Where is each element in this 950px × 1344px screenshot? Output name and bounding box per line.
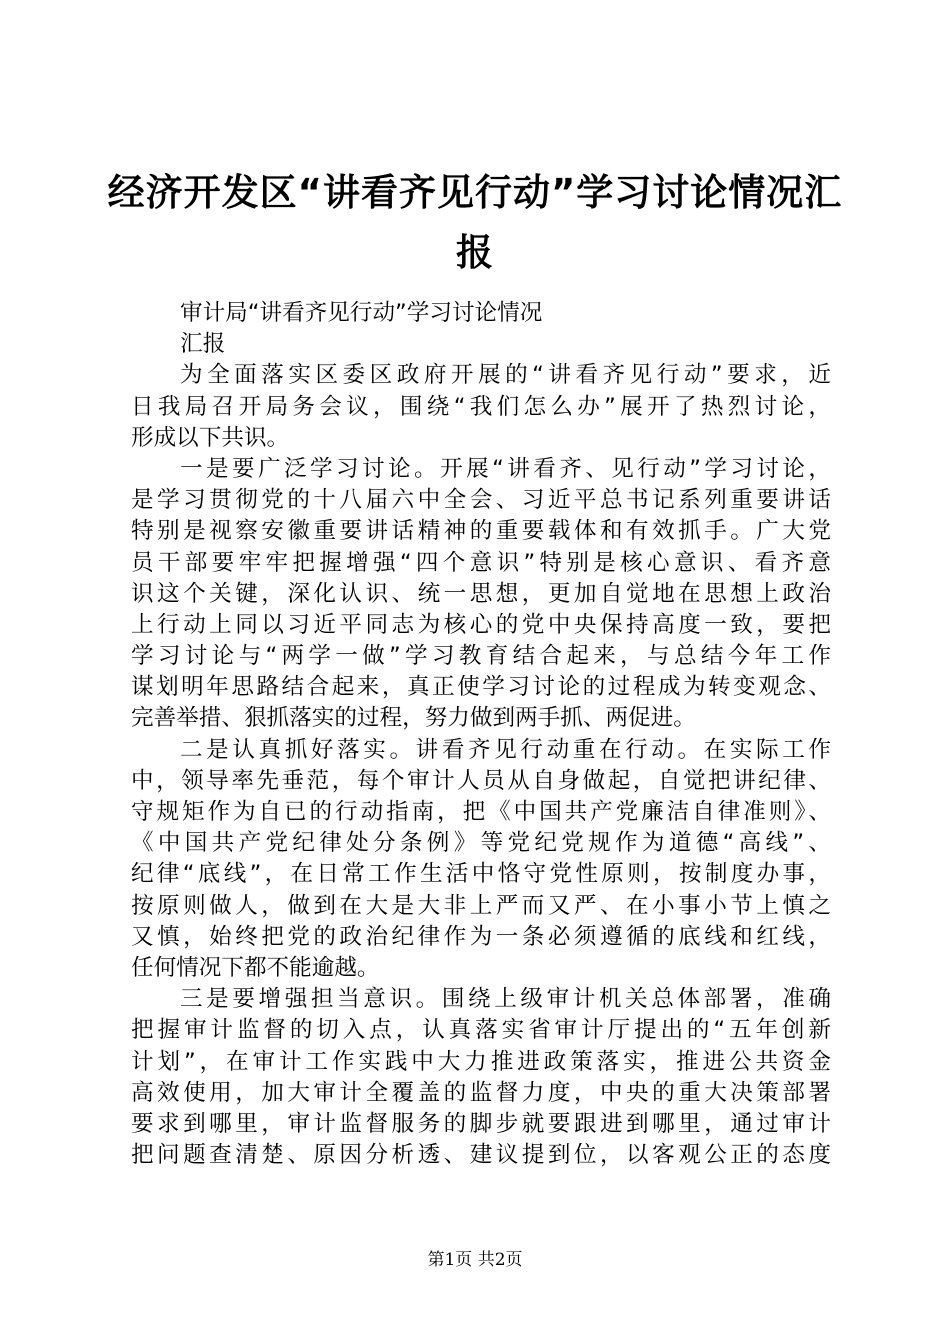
- paragraph-line: 纪律“底线”，在日常工作生活中恪守党性原则，按制度办事，: [131, 861, 831, 888]
- subtitle-line: 汇报: [180, 331, 226, 358]
- paragraph-line: 把问题查清楚、原因分析透、建议提到位，以客观公正的态度: [131, 1142, 831, 1169]
- paragraph-line: 是学习贯彻党的十八届六中全会、习近平总书记系列重要讲话: [131, 487, 831, 514]
- paragraph-line: 三是要增强担当意识。围绕上级审计机关总体部署，准确: [180, 986, 831, 1013]
- subtitle-line: 审计局“讲看齐见行动”学习讨论情况: [180, 300, 543, 326]
- paragraph-line: 谋划明年思路结合起来，真正使学习讨论的过程成为转变观念、: [131, 674, 831, 701]
- paragraph-line: 要求到哪里，审计监督服务的脚步就要跟进到哪里，通过审计: [131, 1110, 831, 1137]
- paragraph-line: 按原则做人，做到在大是大非上严而又严、在小事小节上慎之: [131, 892, 831, 919]
- paragraph-line: 学习讨论与“两学一做”学习教育结合起来，与总结今年工作: [131, 643, 831, 670]
- paragraph-line: 为全面落实区委区政府开展的“讲看齐见行动”要求，近: [180, 362, 831, 389]
- paragraph-line: 二是认真抓好落实。讲看齐见行动重在行动。在实际工作: [180, 736, 831, 763]
- page-number-footer: 第1页 共2页: [427, 1250, 523, 1270]
- paragraph-line: 计划”，在审计工作实践中大力推进政策落实，推进公共资金: [131, 1048, 831, 1075]
- paragraph-line: 上行动上同以习近平同志为核心的党中央保持高度一致，要把: [131, 611, 831, 638]
- paragraph-line: 日我局召开局务会议，围绕“我们怎么办”展开了热烈讨论，: [131, 393, 831, 420]
- document-body: [131, 298, 831, 1171]
- paragraph-line: 《中国共产党纪律处分条例》等党纪党规作为道德“高线”、: [131, 830, 831, 857]
- paragraph-line: 把握审计监督的切入点，认真落实省审计厅提出的“五年创新: [131, 1017, 831, 1044]
- paragraph-line: 守规矩作为自已的行动指南，把《中国共产党廉洁自律准则》、: [131, 799, 831, 825]
- document-title-line-2: 报: [456, 231, 494, 274]
- paragraph-line: 中，领导率先垂范，每个审计人员从自身做起，自觉把讲纪律、: [131, 767, 831, 794]
- paragraph-line: 形成以下共识。: [131, 424, 290, 451]
- paragraph-line: 高效使用，加大审计全覆盖的监督力度，中央的重大决策部署: [131, 1079, 831, 1106]
- document-title-line-1: 经济开发区“讲看齐见行动”学习讨论情况汇: [107, 171, 843, 214]
- paragraph-line: 特别是视察安徽重要讲话精神的重要载体和有效抓手。广大党: [131, 518, 831, 545]
- paragraph-line: 识这个关键，深化认识、统一思想，更加自觉地在思想上政治: [131, 580, 831, 607]
- paragraph-line: 任何情况下都不能逾越。: [131, 954, 380, 981]
- paragraph-line: 员干部要牢牢把握增强“四个意识”特别是核心意识、看齐意: [131, 549, 831, 576]
- paragraph-line: 一是要广泛学习讨论。开展“讲看齐、见行动”学习讨论，: [180, 455, 831, 482]
- paragraph-line: 又慎，始终把党的政治纪律作为一条必须遵循的底线和红线，: [131, 923, 831, 950]
- paragraph-line: 完善举措、狠抓落实的过程，努力做到两手抓、两促进。: [131, 705, 696, 732]
